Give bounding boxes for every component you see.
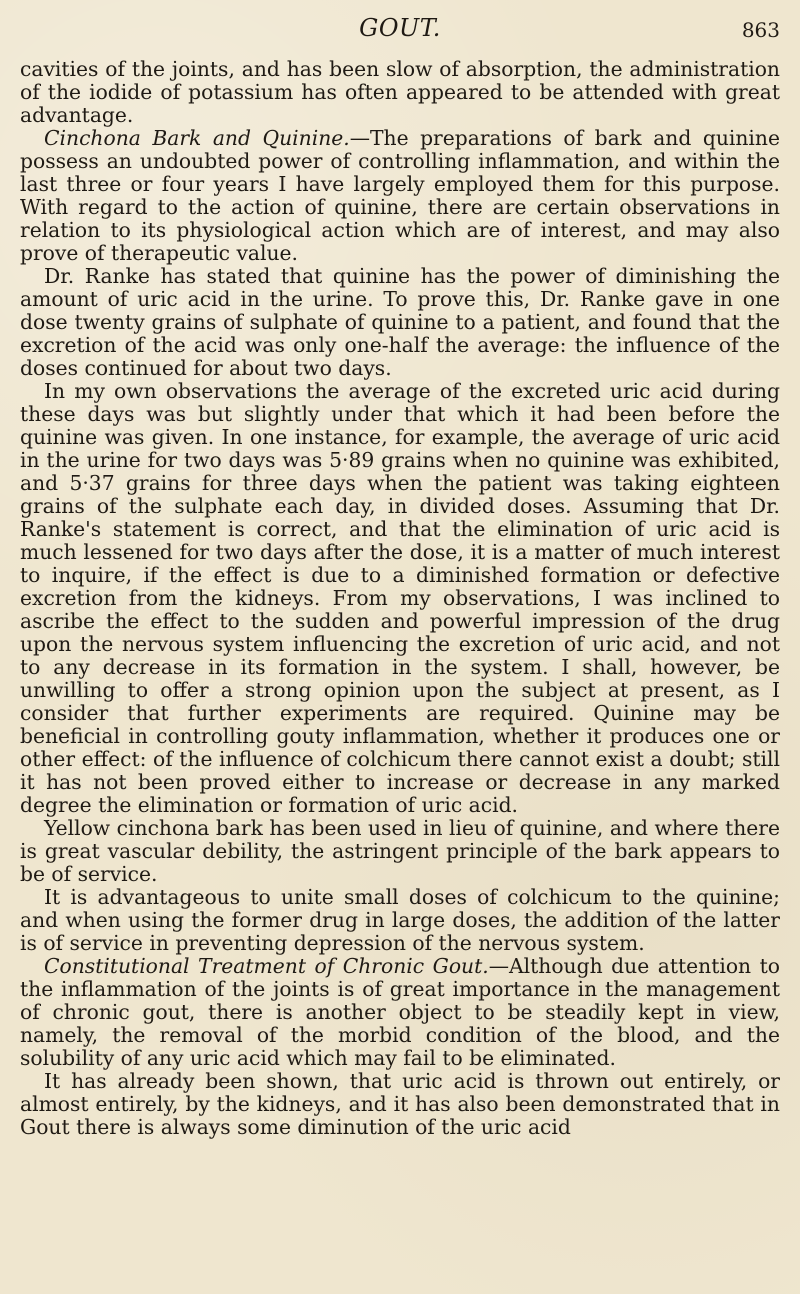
section-heading-constitutional-treatment: Constitutional Treatment of Chronic Gout.	[44, 954, 489, 978]
paragraph-observations: In my own observations the average of the excreted uric acid during these days was but slightly under that which it had been before the quinine was given. In one instance, for example, the average of uric acid in the urine for two days was 5·89 grains when no quinine was exhibited, and 5·37 grains for three days when the patient was taking eighteen grains of the sulphate each day, in divided doses. Assuming that Dr. Ranke's statement is correct, and that the elimination of uric acid is much lessened for two days after the dose, it is a matter of much interest to inquire, if the effect is due to a diminished formation or defective excretion from the kidneys. From my observations, I was inclined to ascribe the effect to the sudden and powerful impression of the drug upon the nervous system influencing the excretion of uric acid, and not to any decrease in its formation in the system. I shall, however, be unwilling to offer a strong opinion upon the subject at present, as I consider that further experiments are required. Quinine may be beneficial in controlling gouty inflammation, whether it produces one or other effect: of the influence of colchicum there cannot exist a doubt; still it has not been proved either to increase or decrease in any marked degree the elimination or formation of uric acid.	[20, 379, 780, 817]
section-heading-cinchona-quinine: Cinchona Bark and Quinine.	[44, 126, 350, 150]
page-header	[0, 14, 800, 54]
paragraph-constitutional-treatment-text: —Although due attention to the inflammation of the joints is of great importance in the management of chronic gout, there is another object to be steadily kept in view, namely, the removal of the morbid condition of the blood, and the solubility of any uric acid which may fail to be eliminated.	[20, 954, 780, 1070]
paragraph-colchicum: It is advantageous to unite small doses of colchicum to the quinine; and when using the former drug in large doses, the addition of the latter is of service in preventing depression of the nervous system.	[20, 885, 780, 955]
paragraph-uric-acid: It has already been shown, that uric acid is thrown out entirely, or almost entirely, by the kidneys, and it has also been demonstrated that in Gout there is always some diminution of the uric acid	[20, 1069, 780, 1139]
paragraph-yellow-cinchona: Yellow cinchona bark has been used in lieu of quinine, and where there is great vascular debility, the astringent principle of the bark appears to be of service.	[20, 816, 780, 886]
paragraph-cinchona-quinine	[20, 127, 780, 265]
running-title: GOUT.	[359, 14, 441, 42]
paragraph-ranke: Dr. Ranke has stated that quinine has the power of diminishing the amount of uric acid in the urine. To prove this, Dr. Ranke gave in one dose twenty grains of sulphate of quinine to a patient, and found that the excretion of the acid was only one-half the average: the influence of the doses continued for about two days.	[20, 264, 780, 380]
page-body	[20, 58, 780, 1139]
page-number: 863	[741, 18, 780, 42]
paragraph-cinchona-quinine-text: —The preparations of bark and quinine possess an undoubted power of controlling inflammation, and within the last three or four years I have largely employed them for this purpose. With regard to the action of quinine, there are certain observations in relation to its physiological action which are of interest, and may also prove of therapeutic value.	[20, 126, 780, 265]
paragraph-constitutional-treatment	[20, 955, 780, 1070]
paragraph-1: cavities of the joints, and has been slow of absorption, the administration of the iodide of potassium has often appeared to be attended with great advantage.	[20, 57, 780, 127]
